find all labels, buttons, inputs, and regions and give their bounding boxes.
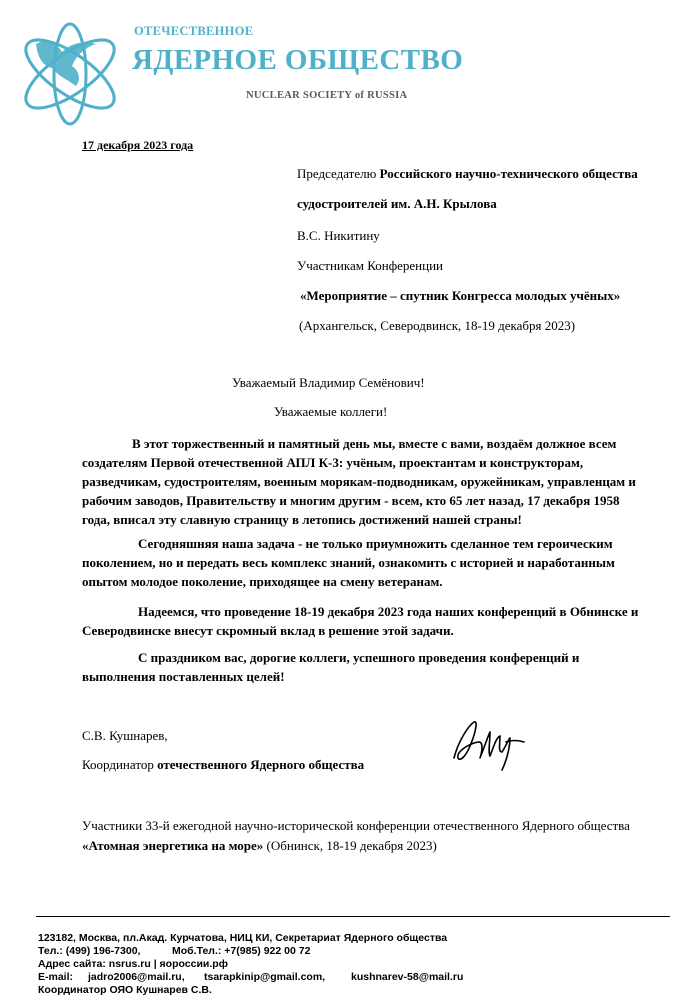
addressee-line-1 — [297, 166, 667, 182]
addressee-prefix: Председателю — [297, 166, 380, 181]
atom-dove-logo-icon — [12, 14, 130, 126]
body-paragraph-4: С праздником вас, дорогие коллеги, успешного проведения конференций и выполнения поставленных целей! — [82, 650, 580, 684]
participants-note — [82, 816, 662, 856]
letterhead — [0, 0, 680, 112]
footer-emails — [38, 971, 464, 984]
participants-line-2 — [82, 836, 662, 856]
signer-title — [82, 757, 364, 773]
footer-coordinator: Координатор ОЯО Кушнарев С.В. — [38, 984, 212, 996]
addressee-event: «Мероприятие – спутник Конгресса молодых учёных» — [300, 288, 621, 303]
greeting-personal: Уважаемый Владимир Семёнович! — [232, 375, 425, 390]
footer-site: Адрес сайта: nsrus.ru | яороссии.рф — [38, 958, 228, 970]
footer-phones — [38, 945, 447, 958]
footer-contacts — [38, 932, 464, 997]
org-name-line2: ЯДЕРНОЕ ОБЩЕСТВО — [132, 44, 464, 76]
org-name-english: NUCLEAR SOCIETY of RUSSIA — [246, 90, 408, 101]
footer-email-2[interactable]: tsarapkinip@gmail.com, — [204, 971, 326, 983]
participants-line-1: Участники 33-й ежегодной научно-исторической конференции отечественного Ядерного общества — [82, 818, 630, 833]
addressee-location: (Архангельск, Северодвинск, 18-19 декабря 2023) — [299, 318, 576, 333]
footer-address: 123182, Москва, пл.Акад. Курчатова, НИЦ КИ, Секретариат Ядерного общества — [38, 932, 448, 944]
signer-name: С.В. Кушнарев, — [82, 728, 168, 743]
footer-mobile: Моб.Тел.: +7(985) 922 00 72 — [172, 945, 311, 957]
addressee-org: Российского научно-технического общества — [379, 166, 638, 181]
signer-title-org: отечественного Ядерного общества — [157, 757, 365, 772]
footer-email-label: E-mail: — [38, 971, 74, 983]
body-paragraph-1: В этот торжественный и памятный день мы, вместе с вами, воздаём должное всем создателям Первой отечественной АПЛ К-3: учёным, проектантам и конструкторам, разведчикам, судостроителям, военным морякам-подводникам, оружейникам, управленцам и рабочим заводов, Правительству и многим другим - всем, кто 65 лет назад, 17 декабря 1958 года, вписал эту славную страницу в летопись достижений нашей страны! — [82, 436, 636, 527]
participants-details: (Обнинск, 18-19 декабря 2023) — [263, 838, 437, 853]
addressee-participants: Участникам Конференции — [297, 258, 444, 273]
footer-email-3[interactable]: kushnarev-58@mail.ru — [351, 971, 464, 983]
handwritten-signature — [448, 712, 528, 774]
org-name-line1: ОТЕЧЕСТВЕННОЕ — [134, 24, 254, 38]
greeting-colleagues: Уважаемые коллеги! — [274, 404, 388, 419]
body-paragraph-3: Надеемся, что проведение 18-19 декабря 2023 года наших конференций в Обнинске и Северодвинске внесут скромный вклад в решение этой задачи. — [82, 604, 639, 638]
letter-date: 17 декабря 2023 года — [82, 138, 194, 152]
body-paragraph-2: Сегодняшняя наша задача - не только приумножить сделанное тем героическим поколением, но и передать весь комплекс знаний, ознакомить с историей и наработанным опытом молодое поколение, приходящее на смену ветеранам. — [82, 536, 615, 589]
participants-event: «Атомная энергетика на море» — [82, 838, 264, 853]
footer-email-1[interactable]: jadro2006@mail.ru, — [88, 971, 185, 983]
addressee-person: В.С. Никитину — [297, 228, 380, 243]
addressee-line-2: судостроителей им. А.Н. Крылова — [297, 196, 497, 211]
signer-title-prefix: Координатор — [82, 757, 158, 772]
footer-tel: Тел.: (499) 196-7300, — [38, 945, 141, 957]
footer-divider — [36, 916, 670, 917]
